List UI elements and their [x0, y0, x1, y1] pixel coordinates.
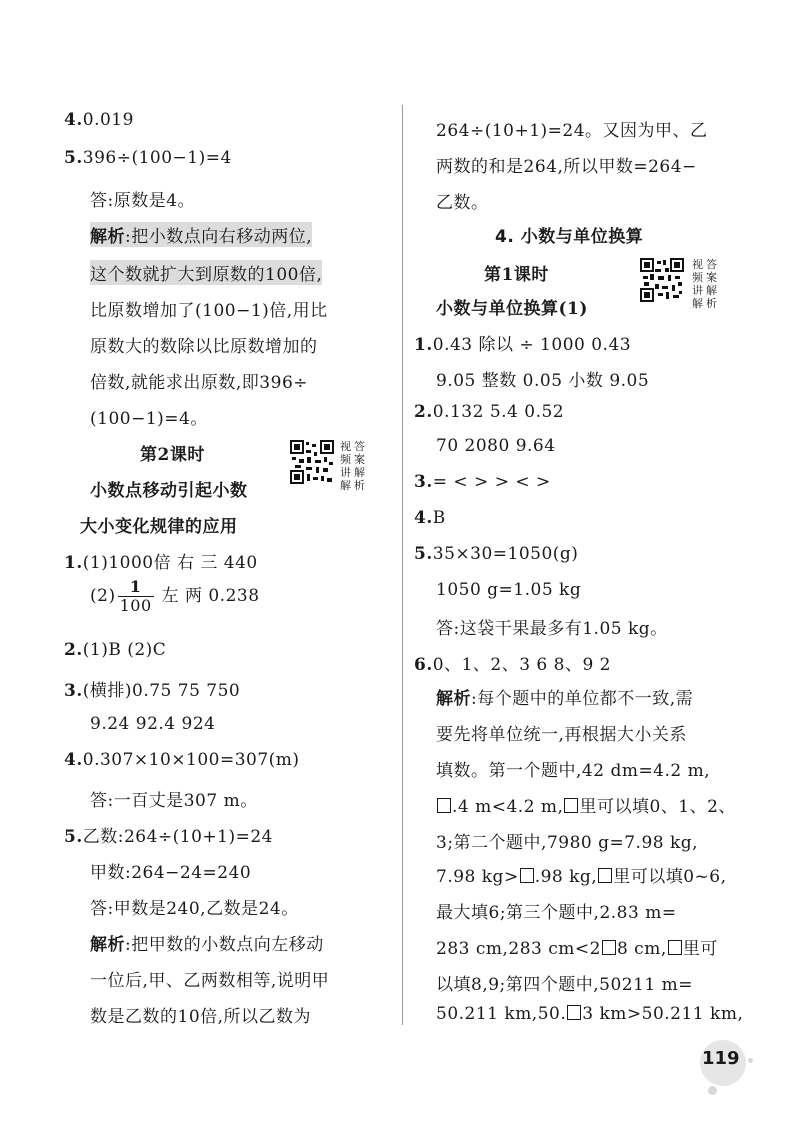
analysis-6-line-8: 283 cm,283 cm<2 8 cm, 里可 — [436, 939, 718, 959]
qr-code-icon[interactable] — [640, 258, 684, 302]
analysis-6-line-3: 填数。第一个题中,42 dm=4.2 m, — [436, 761, 711, 781]
analysis-5-line-2: 这个数就扩大到原数的100倍, — [90, 260, 322, 285]
right-answer-1-line-1: 1.0.43 除以 ÷ 1000 0.43 — [414, 335, 632, 355]
page-number-badge — [700, 1040, 760, 1100]
lesson-2-title: 第2课时 — [140, 445, 205, 465]
practice-5-line-1: 5.乙数:264÷(10+1)=24 — [64, 827, 274, 847]
lesson-1-subtitle: 小数与单位换算(1) — [436, 299, 588, 319]
blank-box — [520, 868, 534, 883]
analysis-6-line-9: 以填8,9;第四个题中,50211 m= — [436, 975, 694, 995]
practice-5-line-2: 甲数:264−24=240 — [90, 863, 252, 883]
lesson-2-subtitle-1: 小数点移动引起小数 — [90, 481, 248, 501]
blank-box — [598, 868, 612, 883]
qr-caption: 视 频 讲 解 答 案 解 析 — [340, 440, 365, 492]
decorative-dot — [748, 1058, 753, 1063]
right-answer-2-line-1: 2.0.132 5.4 0.52 — [414, 402, 565, 422]
analysis-6-line-1: 解析:每个题中的单位都不一致,需 — [436, 689, 694, 709]
practice-3-line-2: 9.24 92.4 924 — [90, 714, 216, 734]
analysis-5-line-1: 解析:把小数点向右移动两位, — [90, 222, 312, 247]
lesson-2-subtitle-2: 大小变化规律的应用 — [80, 517, 238, 537]
continued-line-3: 乙数。 — [436, 193, 489, 213]
right-answer-1-line-2: 9.05 整数 0.05 小数 9.05 — [436, 371, 650, 391]
practice-1-line-1: 1.(1)1000倍 右 三 440 — [64, 553, 258, 573]
answer-5: 5.396÷(100−1)=4 — [64, 148, 232, 168]
decorative-dot — [708, 1086, 717, 1095]
right-answer-2-line-2: 70 2080 9.64 — [436, 436, 556, 456]
analysis-6-line-7: 最大填6;第三个题中,2.83 m= — [436, 903, 677, 923]
chapter-title: 4. 小数与单位换算 — [495, 227, 644, 247]
practice-4: 4.0.307×10×100=307(m) — [64, 750, 300, 770]
practice-2: 2.(1)B (2)C — [64, 640, 167, 660]
answer-5-conclusion: 答:原数是4。 — [90, 191, 196, 211]
qr-code-icon[interactable] — [290, 440, 334, 484]
continued-line-1: 264÷(10+1)=24。又因为甲、乙 — [436, 121, 708, 141]
page-number: 119 — [702, 1048, 740, 1069]
practice-3-line-1: 3.(横排)0.75 75 750 — [64, 681, 241, 701]
analysis-p5-line-1: 解析:把甲数的小数点向左移动 — [90, 935, 324, 955]
right-answer-5-line-2: 1050 g=1.05 kg — [436, 580, 582, 600]
blank-box — [564, 798, 578, 813]
analysis-5-line-6: (100−1)=4。 — [90, 409, 208, 429]
practice-1-line-2: (2) $\frac{1}{100}$ 左 两 0.238 — [90, 577, 260, 615]
right-answer-5-line-1: 5.35×30=1050(g) — [414, 544, 579, 564]
right-answer-5-conclusion: 答:这袋干果最多有1.05 kg。 — [436, 619, 668, 639]
continued-line-2: 两数的和是264,所以甲数=264− — [436, 157, 697, 177]
right-answer-4: 4.B — [414, 508, 446, 528]
analysis-p5-line-2: 一位后,甲、乙两数相等,说明甲 — [90, 971, 330, 991]
analysis-6-line-6: 7.98 kg> .98 kg, 里可以填0~6, — [436, 867, 727, 887]
lesson-1-title: 第1课时 — [484, 265, 549, 285]
analysis-p5-line-3: 数是乙数的10倍,所以乙数为 — [90, 1007, 312, 1027]
right-answer-3: 3.= < > > < > — [414, 472, 551, 492]
analysis-6-line-4: .4 m<4.2 m, 里可以填0、1、2、 — [436, 792, 736, 817]
blank-box — [437, 798, 451, 813]
analysis-6-line-5: 3;第二个题中,7980 g=7.98 kg, — [436, 833, 699, 853]
qr-caption: 视 频 讲 解 答 案 解 析 — [692, 258, 717, 310]
analysis-5-line-3: 比原数增加了(100−1)倍,用比 — [90, 301, 328, 321]
column-divider — [402, 105, 403, 1025]
analysis-6-line-10: 50.211 km,50. 3 km>50.211 km, — [436, 1004, 744, 1024]
analysis-5-line-5: 倍数,就能求出原数,即396÷ — [90, 373, 308, 393]
practice-5-answer: 答:甲数是240,乙数是24。 — [90, 899, 299, 919]
analysis-6-line-2: 要先将单位统一,再根据大小关系 — [436, 725, 687, 745]
answer-4: 4.0.019 — [64, 110, 134, 130]
blank-box — [602, 940, 616, 955]
blank-box — [668, 940, 682, 955]
fraction-1-100: $\frac{1}{100}$ — [119, 577, 152, 615]
practice-4-answer: 答:一百丈是307 m。 — [90, 791, 258, 811]
analysis-5-line-4: 原数大的数除以比原数增加的 — [90, 337, 318, 357]
blank-box — [567, 1005, 581, 1020]
right-answer-6: 6.0、1、2、3 6 8、9 2 — [414, 655, 611, 675]
